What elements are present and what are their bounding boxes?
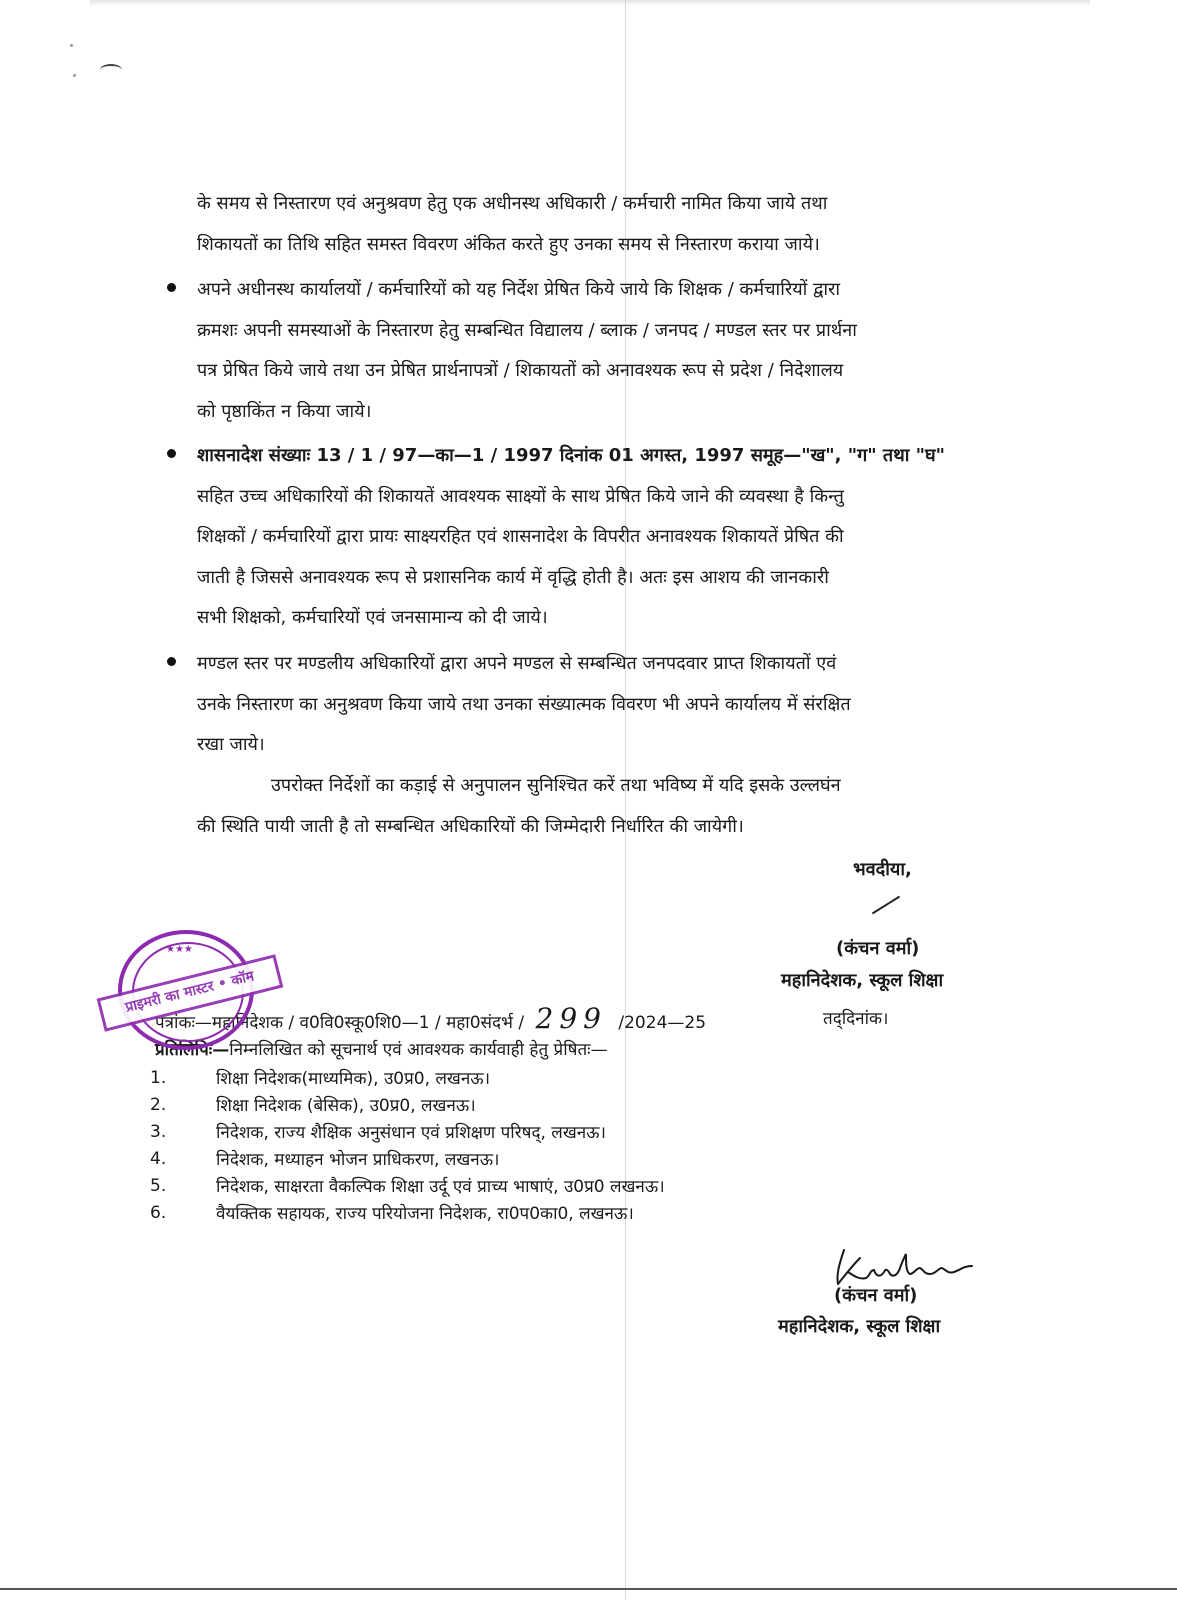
page-bottom-edge [0,1588,1177,1590]
text-line: अपने अधीनस्थ कार्यालयों / कर्मचारियों को यह निर्देश प्रेषित किये जाये कि शिक्षक / कर्मचारियों द्वारा [197,279,841,300]
handwritten-signature [830,1244,980,1288]
handwritten-letter-number: 299 [535,1002,607,1035]
copy-label: प्रतिलिपिः— [155,1040,230,1060]
signatory-name: (कंचन वर्मा) [836,938,920,959]
list-text: निदेशक, राज्य शैक्षिक अनुसंधान एवं प्रशिक्षण परिषद्, लखनऊ। [216,1123,606,1143]
bullet-paragraph-1 [197,270,1029,432]
government-order-reference: शासनादेश संख्याः 13 / 1 / 97—का—1 / 1997 दिनांक 01 अगस्त, 1997 समूह—"ख", "ग" तथा "घ" [197,445,946,466]
text-line: पत्र प्रेषित किये जाये तथा उन प्रेषित प्रार्थनापत्रों / शिकायतों को अनावश्यक रूप से प्रदेश / निदेशालय [197,360,844,381]
stamp-stars-icon: ★★★ [166,944,193,955]
list-text: वैयक्तिक सहायक, राज्य परियोजना निदेशक, रा0प0का0, लखनऊ। [216,1204,634,1224]
list-text: निदेशक, साक्षरता वैकल्पिक शिक्षा उर्दू एवं प्राच्य भाषाएं, उ0प्र0 लखनऊ। [216,1177,665,1197]
text-line: सहित उच्च अधिकारियों की शिकायतें आवश्यक साक्ष्यों के साथ प्रेषित किये जाने की व्यवस्था है किन्तु [197,485,844,507]
list-number: 4. [150,1148,167,1169]
list-item [150,1172,665,1199]
text-line: क्रमशः अपनी समस्याओं के निस्तारण हेतु सम्बन्धित विद्यालय / ब्लाक / जनपद / मण्डल स्तर पर प्रार्थना [197,319,857,341]
list-number: 5. [150,1175,167,1196]
reference-prefix: पत्रांकः—महानिदेशक / व0वि0स्कू0शि0—1 / महा0संदर्भ / [155,1013,525,1033]
list-text: शिक्षा निदेशक (बेसिक), उ0प्र0, लखनऊ। [216,1096,476,1116]
text-line: मण्डल स्तर पर मण्डलीय अधिकारियों द्वारा अपने मण्डल से सम्बन्धित जनपदवार प्राप्त शिकायतों एवं [197,653,837,674]
bullet-paragraph-3 [197,644,1029,766]
scan-mark [100,64,122,76]
bullet-icon [167,449,176,458]
para-continuation [197,184,1029,265]
reference-date: तद्‌दिनांक। [823,1009,889,1029]
text-line: के समय से निस्तारण एवं अनुश्रवण हेतु एक अधीनस्थ अधिकारी / कर्मचारी नामित किया जाये तथा [197,193,828,214]
copy-recipient-list [150,1064,665,1226]
salutation: भवदीया, [853,859,912,880]
list-item [150,1118,665,1145]
scan-speck [70,44,73,47]
list-number: 6. [150,1202,167,1223]
text-line: शिकायतों का तिथि सहित समस्त विवरण अंकित करते हुए उनका समय से निस्तारण कराया जाये। [197,233,820,255]
list-item [150,1199,665,1226]
closing-paragraph [197,766,1029,847]
reference-year: /2024—25 [618,1013,707,1033]
text-line: की स्थिति पायी जाती है तो सम्बन्धित अधिकारियों की जिम्मेदारी निर्धारित की जायेगी। [197,815,744,837]
final-signatory-name: (कंचन वर्मा) [834,1285,918,1306]
copy-to-heading [155,1037,608,1060]
list-item [150,1064,665,1091]
text-line: रखा जाये। [197,734,265,755]
text-line: को पृष्ठाकिंत न किया जाये। [197,400,372,422]
bullet-paragraph-2 [197,436,1029,639]
scan-shadow [90,0,1090,6]
text-line: सभी शिक्षको, कर्मचारियों एवं जनसामान्य को दी जाये। [197,607,548,628]
text-line: शिक्षकों / कर्मचारियों द्वारा प्रायः साक्ष्यरहित एवं शासनादेश के विपरीत अनावश्यक शिकायतें प्रेषित की [197,526,844,547]
bullet-icon [167,657,176,666]
list-item [150,1145,665,1172]
list-number: 2. [150,1094,167,1115]
scan-speck [73,74,76,77]
final-signatory-designation: महानिदेशक, स्कूल शिक्षा [778,1316,941,1337]
text-line: उनके निस्तारण का अनुश्रवण किया जाये तथा उनका संख्यात्मक विवरण भी अपने कार्यालय में संरक्षित [197,693,851,715]
signatory-designation: महानिदेशक, स्कूल शिक्षा [781,970,944,991]
text-line: जाती है जिससे अनावश्यक रूप से प्रशासनिक कार्य में वृद्धि होती है। अतः इस आशय की जानकारी [197,566,829,588]
list-text: शिक्षा निदेशक(माध्यमिक), उ0प्र0, लखनऊ। [216,1069,491,1089]
list-number: 1. [150,1067,167,1088]
list-item [150,1091,665,1118]
text-line: उपरोक्त निर्देशों का कड़ाई से अनुपालन सुनिश्चित करें तथा भविष्य में यदि इसके उल्लघंन [271,775,841,796]
list-number: 3. [150,1121,167,1142]
list-text: निदेशक, मध्याहन भोजन प्राधिकरण, लखनऊ। [216,1150,500,1170]
bullet-icon [167,283,176,292]
stamp-text: प्राइमरी का मास्टर • कॉम [97,954,284,1032]
copy-intro: निम्नलिखित को सूचनार्थ एवं आवश्यक कार्यवाही हेतु प्रेषितः— [229,1040,608,1060]
initial-mark [872,896,900,915]
